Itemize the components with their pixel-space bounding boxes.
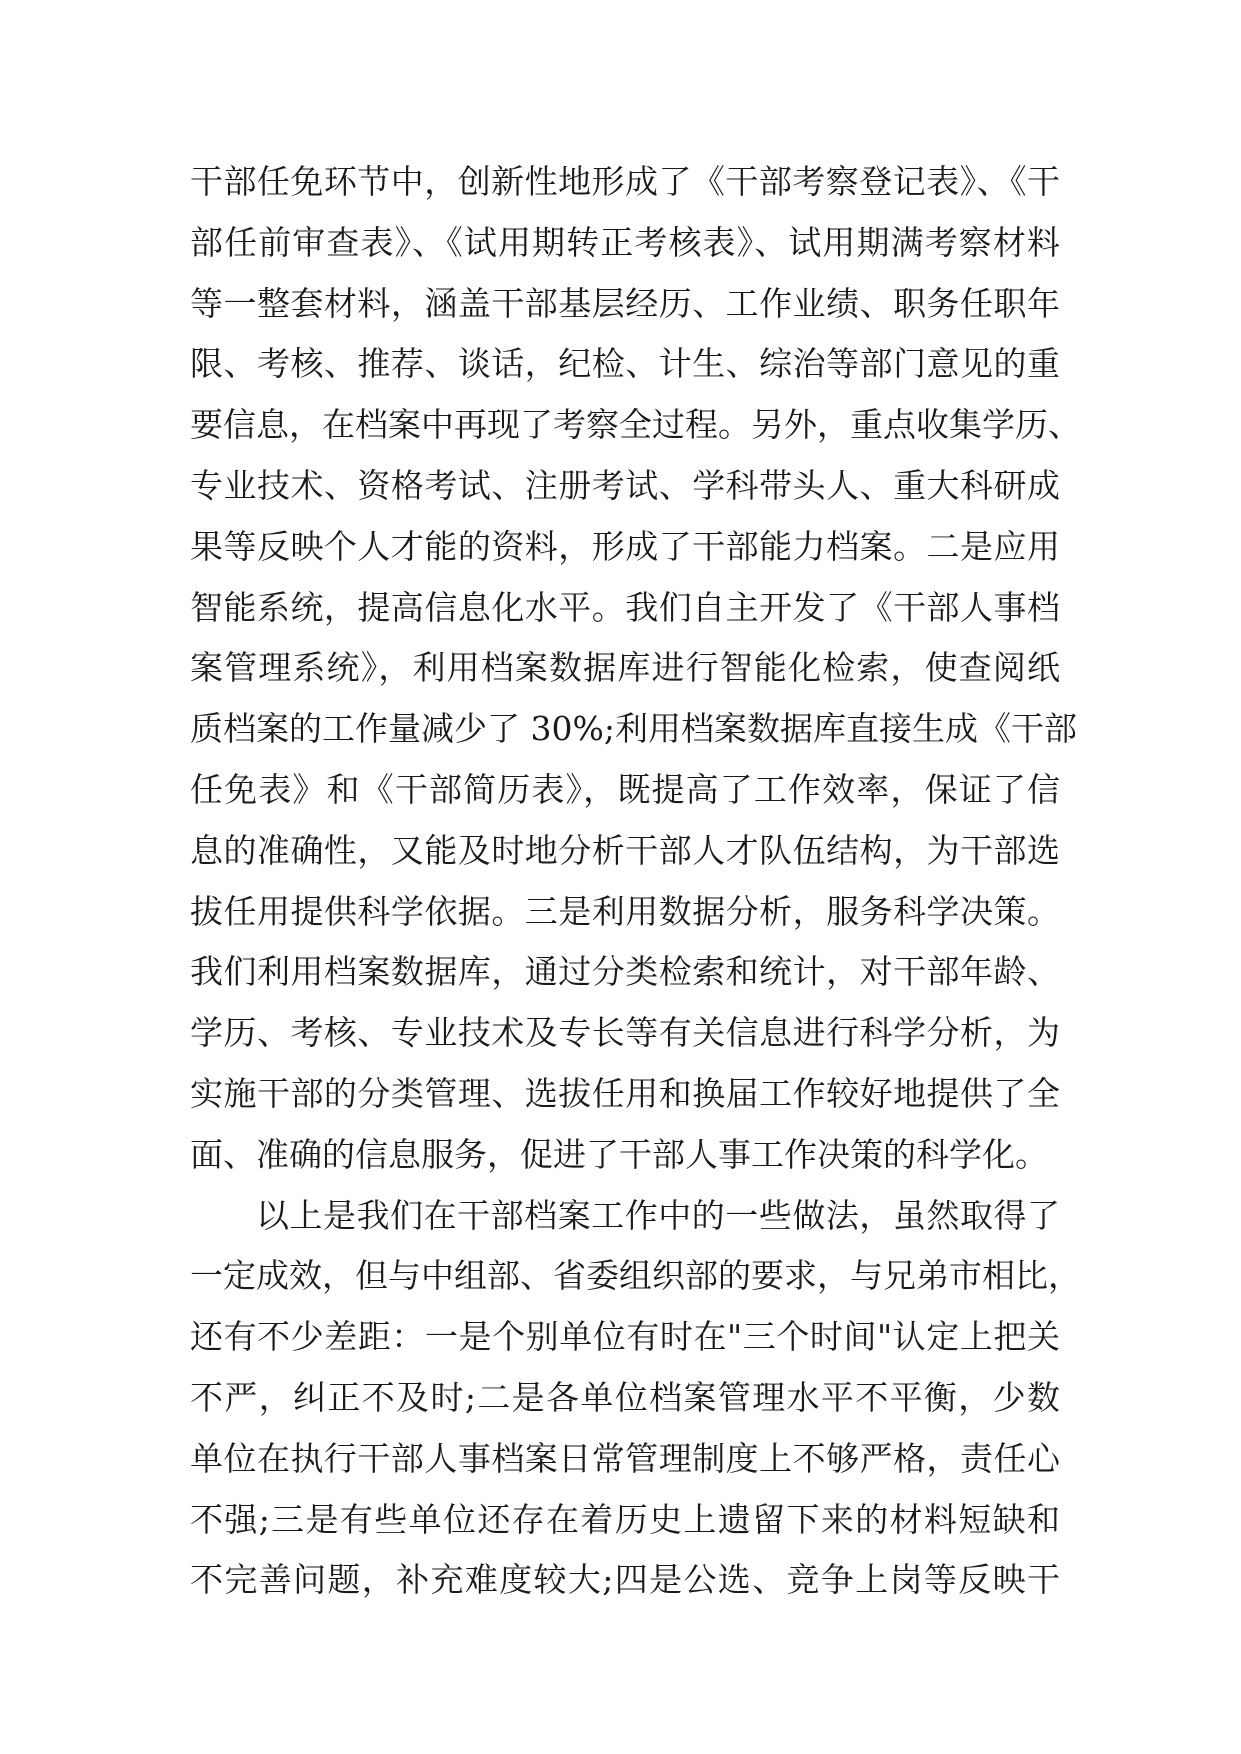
text-line: 我们利用档案数据库，通过分类检索和统计，对干部年龄、 [190, 952, 1060, 992]
text-line: 不强;三是有些单位还存在着历史上遗留下来的材料短缺和 [190, 1499, 1060, 1539]
text-line: 实施干部的分类管理、选拔任用和换届工作较好地提供了全 [190, 1073, 1060, 1113]
text-line: 息的准确性，又能及时地分析干部人才队伍结构，为干部选 [190, 830, 1060, 870]
text-line: 干部任免环节中，创新性地形成了《干部考察登记表》、《干 [190, 162, 1060, 201]
text-line: 果等反映个人才能的资料，形成了干部能力档案。二是应用 [190, 526, 1060, 566]
text-line: 任免表》和《干部简历表》，既提高了工作效率，保证了信 [190, 769, 1060, 809]
paragraph-first-line: 以上是我们在干部档案工作中的一些做法，虽然取得了 [256, 1195, 1060, 1235]
text-line: 要信息，在档案中再现了考察全过程。另外，重点收集学历、 [190, 405, 1081, 445]
text-line: 质档案的工作量减少了 30%;利用档案数据库直接生成《干部 [190, 709, 1077, 749]
text-line: 等一整套材料，涵盖干部基层经历、工作业绩、职务任职年 [190, 283, 1060, 323]
text-line: 案管理系统》，利用档案数据库进行智能化检索，使查阅纸 [190, 648, 1060, 688]
text-line: 不完善问题，补充难度较大;四是公选、竞争上岗等反映干 [190, 1560, 1060, 1600]
text-line: 智能系统，提高信息化水平。我们自主开发了《干部人事档 [190, 587, 1060, 627]
text-line: 面、准确的信息服务，促进了干部人事工作决策的科学化。 [190, 1134, 1048, 1174]
body-text [190, 152, 1081, 1611]
text-line: 部任前审查表》、《试用期转正考核表》、试用期满考察材料 [190, 222, 1060, 262]
text-line: 还有不少差距：一是个别单位有时在"三个时间"认定上把关 [190, 1317, 1060, 1357]
text-line: 一定成效，但与中组部、省委组织部的要求，与兄弟市相比， [190, 1256, 1081, 1296]
text-line: 学历、考核、专业技术及专长等有关信息进行科学分析，为 [190, 1013, 1060, 1053]
text-line: 单位在执行干部人事档案日常管理制度上不够严格，责任心 [190, 1438, 1060, 1478]
text-line: 拔任用提供科学依据。三是利用数据分析，服务科学决策。 [190, 891, 1060, 931]
text-line: 不严，纠正不及时;二是各单位档案管理水平不平衡，少数 [190, 1377, 1060, 1417]
text-line: 专业技术、资格考试、注册考试、学科带头人、重大科研成 [190, 465, 1060, 505]
text-line: 限、考核、推荐、谈话，纪检、计生、综治等部门意见的重 [190, 344, 1060, 384]
